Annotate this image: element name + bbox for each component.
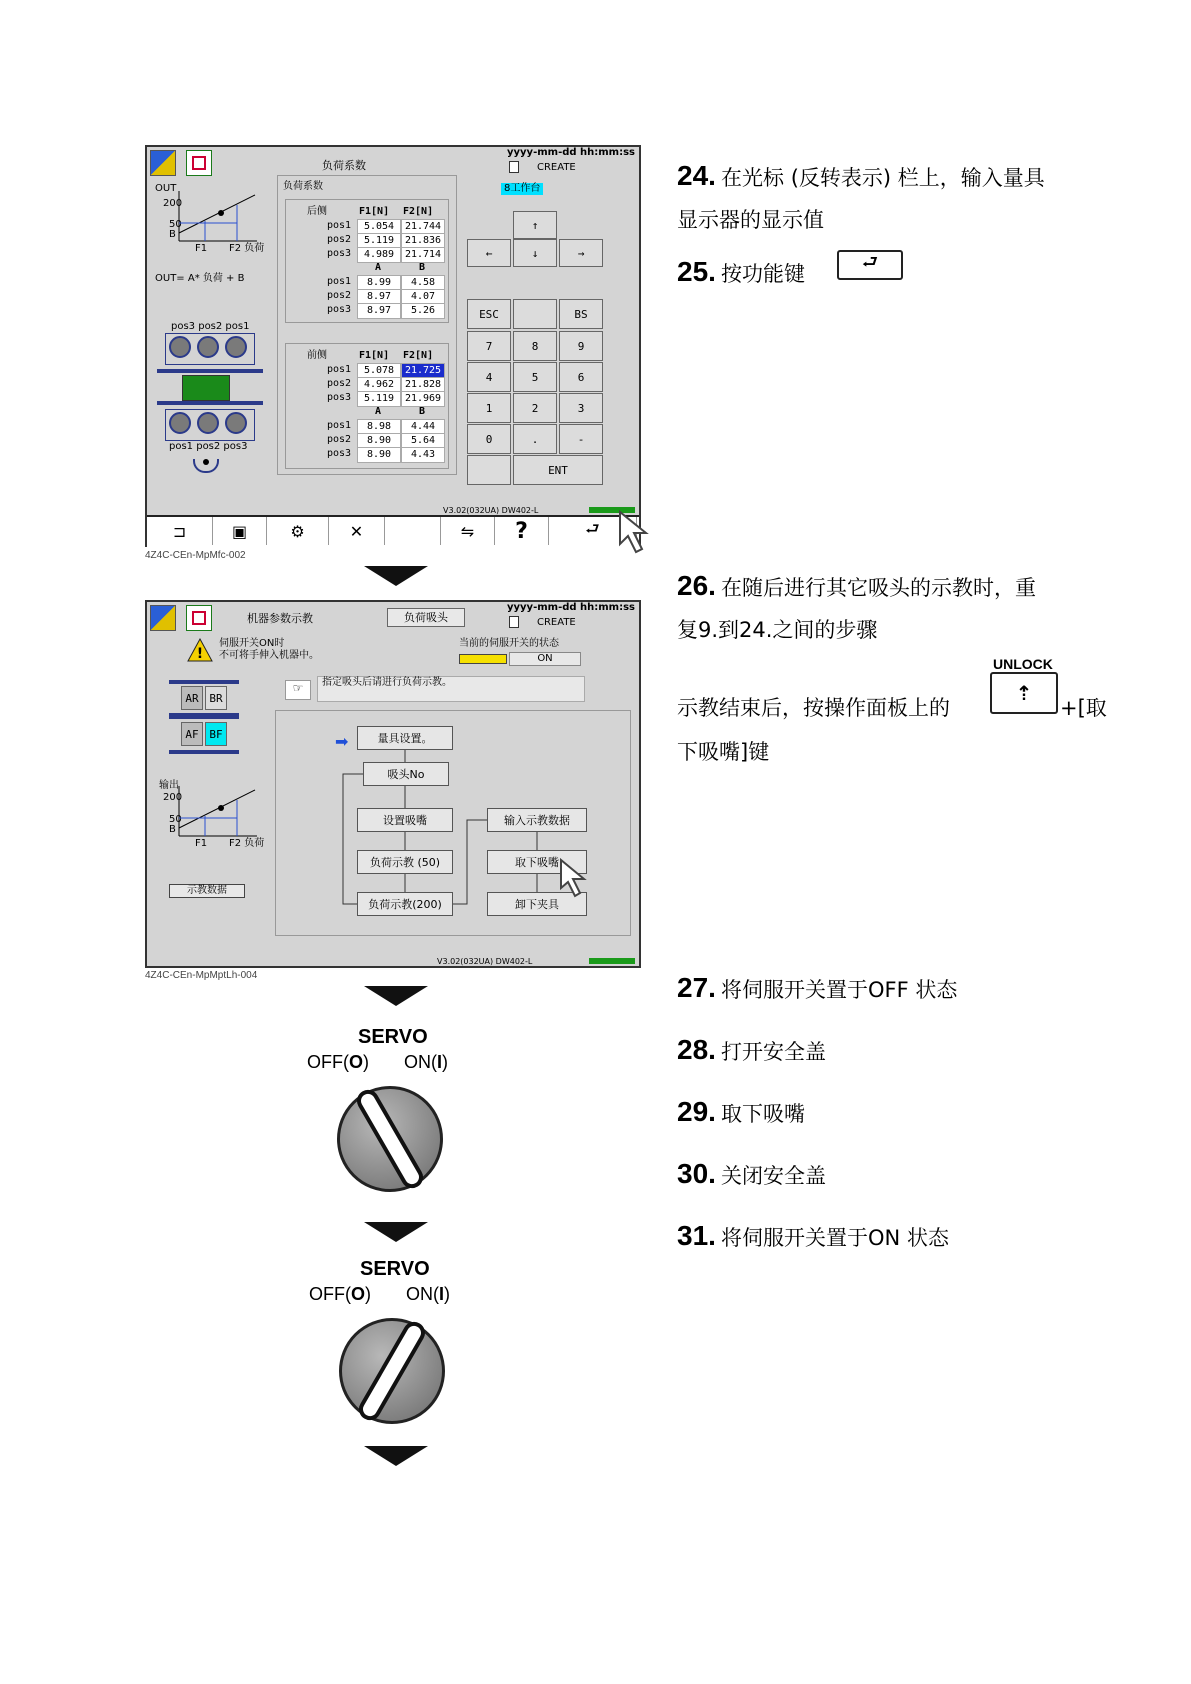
status-text: V3.02(032UA) DW402-L — [443, 506, 539, 515]
graph-f1-label: F1 — [195, 243, 208, 254]
mouse-cursor-icon — [557, 858, 593, 898]
unlock-post-text: +[取 — [1060, 696, 1107, 720]
check-icon[interactable] — [186, 605, 212, 631]
flow-remove-jig[interactable]: 卸下夹具 — [487, 892, 587, 916]
load-graph — [177, 191, 257, 243]
front-f1-header: F1[N] — [359, 350, 390, 361]
screen1-caption: 4Z4C-CEn-MpMfc-002 — [145, 550, 246, 561]
flow-set-nozzle[interactable]: 设置吸嘴 — [357, 808, 453, 832]
head-br-button[interactable]: BR — [205, 686, 227, 710]
key-blank-2[interactable] — [467, 455, 511, 485]
arrow-down-3 — [364, 1222, 428, 1242]
front-ab-row-name: pos1 — [327, 420, 352, 431]
rear-b-cell: 4.07 — [401, 289, 445, 305]
key-5[interactable]: 5 — [513, 362, 557, 392]
screen-title: 机器参数示教 — [247, 612, 313, 625]
key-4[interactable]: 4 — [467, 362, 511, 392]
arrow-down-4 — [364, 1446, 428, 1466]
graph-200-label: 200 — [163, 198, 183, 209]
function-toolbar — [147, 515, 639, 547]
step-number: 24. — [677, 160, 716, 191]
graph-f1-label: F1 — [195, 838, 208, 849]
svg-text:!: ! — [196, 646, 204, 662]
step-number: 28. — [677, 1034, 716, 1065]
graph-f2-label: F2 负荷 — [229, 838, 265, 849]
rear-a-cell: 8.97 — [357, 303, 401, 319]
rear-b-header: B — [419, 262, 426, 273]
rear-f1-cell[interactable]: 5.119 — [357, 233, 401, 249]
front-row-name: pos3 — [327, 392, 352, 403]
servo-on-label: ON(I) — [404, 1052, 449, 1072]
exchange-icon[interactable]: ⇋ — [441, 517, 495, 545]
graph-50-label: 50 — [169, 814, 182, 825]
graph-out-label: 输出 — [159, 780, 179, 791]
rear-ab-row-name: pos1 — [327, 276, 352, 287]
step-number: 25. — [677, 256, 716, 287]
formula: OUT= A* 负荷 + B — [155, 273, 245, 284]
operator-icon — [193, 459, 219, 473]
rear-f2-cell[interactable]: 21.744 — [401, 219, 445, 235]
step-text: 将伺服开关置于OFF 状态 — [721, 978, 958, 1002]
pos-bottom-labels: pos1 pos2 pos3 — [169, 441, 248, 452]
key-0[interactable]: 0 — [467, 424, 511, 454]
head-selector — [169, 680, 239, 754]
servo-title: SERVO — [360, 1258, 430, 1280]
front-row-name: pos2 — [327, 378, 352, 389]
rail-bottom — [157, 401, 263, 405]
key-6[interactable]: 6 — [559, 362, 603, 392]
key-esc[interactable]: ESC — [467, 299, 511, 329]
unlock-key-icon: ⇡ — [990, 672, 1058, 714]
key-ent[interactable]: ENT — [513, 455, 603, 485]
warning-line1: 伺服开关ON时 — [219, 638, 285, 649]
servo-on-text: ON — [404, 1052, 431, 1072]
step-28 — [677, 1028, 826, 1076]
front-b-cell: 5.64 — [401, 433, 445, 449]
step-number: 31. — [677, 1220, 716, 1251]
teach-data-button[interactable]: 示教数据 — [169, 884, 245, 898]
datetime: yyyy-mm-dd hh:mm:ss — [507, 602, 635, 613]
cursor-label: 8工作台 — [501, 183, 543, 195]
key-minus[interactable]: - — [559, 424, 603, 454]
servo-on-label: ON(I) — [406, 1284, 451, 1304]
front-a-header: A — [375, 406, 382, 417]
front-b-cell: 4.43 — [401, 447, 445, 463]
datetime: yyyy-mm-dd hh:mm:ss — [507, 147, 635, 158]
flow-measure-setting[interactable]: 量具设置。 — [357, 726, 453, 750]
rear-f1-cell[interactable]: 4.989 — [357, 247, 401, 263]
instruction-text: 指定吸头后请进行负荷示教。 — [317, 676, 585, 702]
step-26-cont: 复9.到24.之间的步骤 — [677, 618, 878, 642]
front-f1-cell[interactable]: 4.962 — [357, 377, 401, 393]
graph-50-label: 50 — [169, 219, 182, 230]
step-24-cont: 显示器的显示值 — [677, 208, 824, 232]
setting-icon[interactable]: ▣ — [213, 517, 267, 545]
step-text: 在随后进行其它吸头的示教时，重 — [721, 576, 1037, 600]
screen2-caption: 4Z4C-CEn-MpMptLh-004 — [145, 970, 258, 981]
flow-input-teach-data[interactable]: 输入示教数据 — [487, 808, 587, 832]
front-a-cell: 8.90 — [357, 433, 401, 449]
rail-top — [169, 680, 239, 684]
step-text: 打开安全盖 — [721, 1040, 827, 1064]
key-right[interactable]: → — [559, 239, 603, 267]
servo-switch-on[interactable] — [339, 1318, 445, 1424]
key-left[interactable]: ← — [467, 239, 511, 267]
graph-f2-label: F2 负荷 — [229, 243, 265, 254]
step-number: 29. — [677, 1096, 716, 1127]
graph-b-label: B — [169, 229, 176, 240]
step-text: 将伺服开关置于ON 状态 — [721, 1226, 949, 1250]
front-b-header: B — [419, 406, 426, 417]
front-row-name: pos1 — [327, 364, 352, 375]
key-3[interactable]: 3 — [559, 393, 603, 423]
step-text: 关闭安全盖 — [721, 1164, 827, 1188]
front-label: 前侧 — [307, 350, 327, 361]
graph-out-label: OUT — [155, 183, 177, 194]
servo-off-label: OFF(O) — [309, 1284, 372, 1304]
rear-b-cell: 5.26 — [401, 303, 445, 319]
load-factor-screen — [145, 145, 641, 547]
rear-ab-row-name: pos2 — [327, 290, 352, 301]
flow-head-no[interactable]: 吸头No — [363, 762, 449, 786]
graph-b-label: B — [169, 824, 176, 835]
front-ab-row-name: pos2 — [327, 434, 352, 445]
graph-200-label: 200 — [163, 792, 183, 803]
warning-icon — [187, 638, 213, 662]
key-2[interactable]: 2 — [513, 393, 557, 423]
step-number: 27. — [677, 972, 716, 1003]
teach-screen — [145, 600, 641, 968]
servo-off-label: OFF(O) — [307, 1052, 370, 1072]
step-30 — [677, 1152, 826, 1200]
servo-off-text: OFF — [307, 1052, 343, 1072]
status-indicator — [589, 958, 635, 964]
mode-label: CREATE — [537, 162, 576, 173]
servo-on-text: ON — [406, 1284, 433, 1304]
step-text: 按功能键 — [721, 262, 806, 286]
calibrate-icon[interactable]: ⚙ — [267, 517, 329, 545]
document-icon — [509, 161, 519, 173]
rear-b-cell: 4.58 — [401, 275, 445, 291]
front-f2-header: F2[N] — [403, 350, 434, 361]
current-step-arrow-icon: ➡ — [335, 732, 349, 751]
rear-row-name: pos1 — [327, 220, 352, 231]
disable-icon[interactable]: ✕ — [329, 517, 385, 545]
key-7[interactable]: 7 — [467, 331, 511, 361]
rear-f1-header: F1[N] — [359, 206, 390, 217]
rail-bottom — [169, 750, 239, 754]
load-graph — [177, 786, 257, 838]
pos3-top — [169, 336, 191, 358]
rear-f2-cell[interactable]: 21.714 — [401, 247, 445, 263]
key-8[interactable]: 8 — [513, 331, 557, 361]
servo-state-value: ON — [509, 652, 581, 666]
pos2-top — [197, 336, 219, 358]
key-9[interactable]: 9 — [559, 331, 603, 361]
rear-ab-row-name: pos3 — [327, 304, 352, 315]
pos2-bottom — [197, 412, 219, 434]
panel-title: 负荷系数 — [283, 181, 323, 192]
step-text: 取下吸嘴 — [721, 1102, 806, 1126]
key-bs[interactable]: BS — [559, 299, 603, 329]
step-25 — [677, 250, 805, 298]
pointing-hand-icon: ☞ — [285, 680, 311, 700]
rail-top — [157, 369, 263, 373]
rear-f1-cell[interactable]: 5.054 — [357, 219, 401, 235]
key-up[interactable]: ↑ — [513, 211, 557, 239]
rear-a-cell: 8.97 — [357, 289, 401, 305]
home-icon[interactable] — [150, 605, 176, 631]
step-26 — [677, 564, 1036, 612]
flow-remove-nozzle[interactable]: 取下吸嘴 — [487, 850, 587, 874]
rear-f2-cell[interactable]: 21.836 — [401, 233, 445, 249]
workpiece — [182, 375, 230, 401]
screen-title: 负荷系数 — [322, 159, 366, 172]
head-bf-button[interactable]: BF — [205, 722, 227, 746]
key-dot[interactable]: . — [513, 424, 557, 454]
return-function-key[interactable]: ⮐ — [549, 517, 637, 545]
front-f2-cell[interactable]: 21.828 — [401, 377, 445, 393]
rear-row-name: pos2 — [327, 234, 352, 245]
step-number: 30. — [677, 1158, 716, 1189]
front-f2-cell[interactable]: 21.969 — [401, 391, 445, 407]
arrow-down-2 — [364, 986, 428, 1006]
unlock-pre-text: 示教结束后，按操作面板上的 — [677, 696, 950, 720]
flow-connectors — [327, 750, 597, 930]
servo-title: SERVO — [358, 1026, 428, 1048]
mouse-cursor-icon — [616, 510, 656, 554]
home-icon[interactable] — [150, 150, 176, 176]
check-icon[interactable] — [186, 150, 212, 176]
front-a-cell: 8.98 — [357, 419, 401, 435]
blank-function-button[interactable] — [385, 517, 441, 545]
servo-state-label: 当前的伺服开关的状态 — [459, 638, 559, 649]
step-29 — [677, 1090, 805, 1138]
warning-line2: 不可将手伸入机器中。 — [219, 650, 319, 661]
key-down[interactable]: ↓ — [513, 239, 557, 267]
key-1[interactable]: 1 — [467, 393, 511, 423]
pos-top-labels: pos3 pos2 pos1 — [171, 321, 250, 332]
document-icon — [509, 616, 519, 628]
front-f1-cell[interactable]: 5.078 — [357, 363, 401, 379]
pos1-bottom — [169, 412, 191, 434]
machine-icon[interactable]: ⊐ — [147, 517, 213, 545]
rear-a-header: A — [375, 262, 382, 273]
head-af-button[interactable]: AF — [181, 722, 203, 746]
rear-label: 后侧 — [307, 206, 327, 217]
flow-load-teach-50[interactable]: 负荷示教 (50) — [357, 850, 453, 874]
rear-a-cell: 8.99 — [357, 275, 401, 291]
return-key-icon: ⮐ — [837, 250, 903, 280]
step-27 — [677, 966, 957, 1014]
front-ab-row-name: pos3 — [327, 448, 352, 459]
unlock-label: UNLOCK — [993, 656, 1053, 672]
servo-switch-off[interactable] — [337, 1086, 443, 1192]
front-f2-cell-selected[interactable]: 21.725 — [401, 363, 445, 379]
arrow-right-icon — [459, 654, 507, 664]
rear-f2-header: F2[N] — [403, 206, 434, 217]
step-24 — [677, 154, 1045, 202]
pos1-top — [225, 336, 247, 358]
servo-off-text: OFF — [309, 1284, 345, 1304]
rail-mid — [169, 713, 239, 719]
step-text: 在光标 (反转表示) 栏上，输入量具 — [721, 166, 1045, 190]
help-icon[interactable]: ? — [495, 517, 549, 545]
head-ar-button[interactable]: AR — [181, 686, 203, 710]
arrow-down-1 — [364, 566, 428, 586]
pos3-bottom — [225, 412, 247, 434]
tab-load-head[interactable]: 负荷吸头 — [387, 608, 465, 627]
step-number: 26. — [677, 570, 716, 601]
rear-row-name: pos3 — [327, 248, 352, 259]
mode-label: CREATE — [537, 617, 576, 628]
front-f1-cell[interactable]: 5.119 — [357, 391, 401, 407]
front-b-cell: 4.44 — [401, 419, 445, 435]
key-blank[interactable] — [513, 299, 557, 329]
step-31 — [677, 1214, 949, 1262]
status-text: V3.02(032UA) DW402-L — [437, 957, 533, 966]
front-a-cell: 8.90 — [357, 447, 401, 463]
flow-load-teach-200[interactable]: 负荷示教(200) — [357, 892, 453, 916]
unlock-cont-text: 下吸嘴]键 — [677, 740, 770, 764]
